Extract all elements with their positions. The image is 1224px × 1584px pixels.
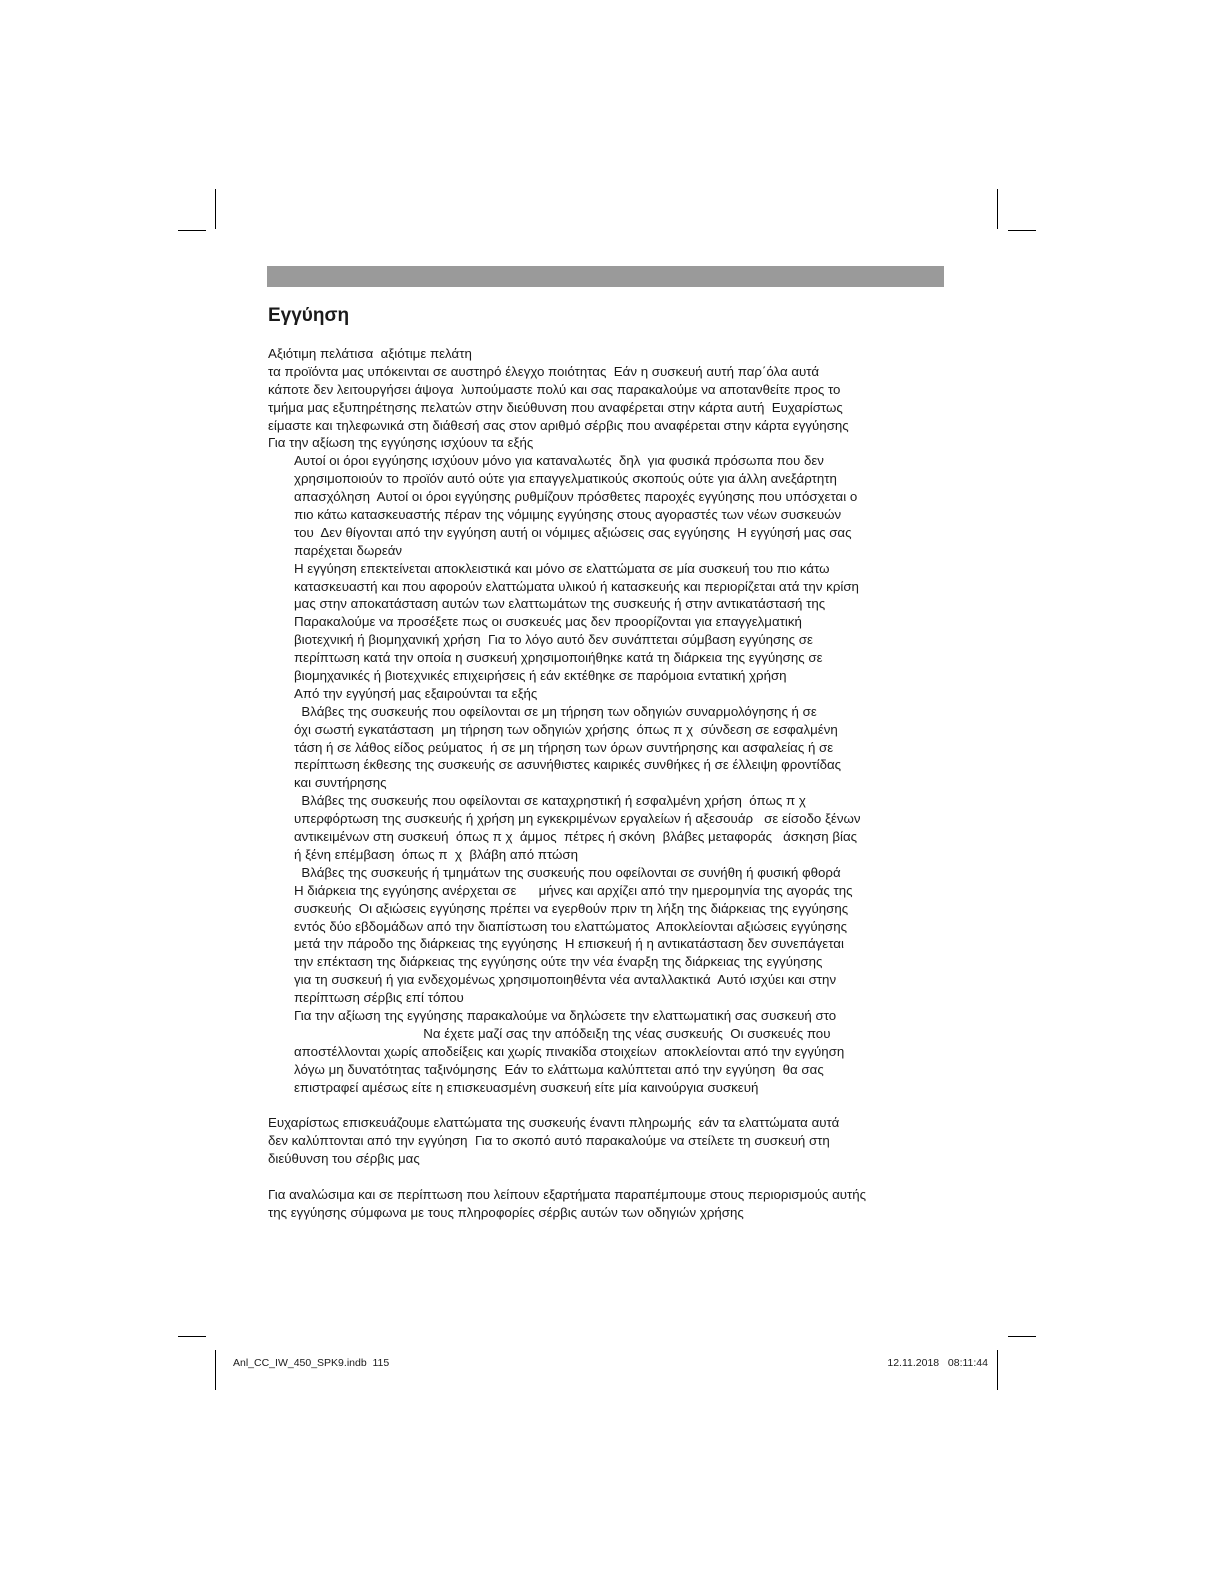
text-line: κατασκευαστή και που αφορούν ελαττώματα υλικού ή κατασκευής και περιορίζεται ατά την κρίση: [294, 578, 859, 594]
text-line: βιομηχανικές ή βιοτεχνικές επιχειρήσεις ή εάν εκτέθηκε σε παρόμοια εντατική χρήση: [294, 668, 787, 684]
text-line: Η διάρκεια της εγγύησης ανέρχεται σε μήνες και αρχίζει από την ημερομηνία της αγοράς της: [294, 882, 853, 898]
crop-mark-top-left-horizontal: [178, 230, 206, 231]
text-line: συσκευής Οι αξιώσεις εγγύησης πρέπει να εγερθούν πριν τη λήξη της διάρκειας της εγγύησης: [294, 900, 849, 916]
text-line: Για την αξίωση της εγγύησης ισχύουν τα εξής: [268, 435, 534, 451]
text-line: Ευχαρίστως επισκευάζουμε ελαττώματα της συσκευής έναντι πληρωμής εάν τα ελαττώματα αυτά: [268, 1115, 840, 1131]
text-line: είμαστε και τηλεφωνικά στη διάθεσή σας στον αριθμό σέρβις που αναφέρεται στην κάρτα εγγύησης: [268, 417, 849, 433]
text-line: τα προϊόντα μας υπόκεινται σε αυστηρό έλεγχο ποιότητας Εάν η συσκευή αυτή παρ΄όλα αυτά: [268, 363, 820, 379]
text-line: Παρακαλούμε να προσέξετε πως οι συσκευές μας δεν προορίζονται για επαγγελματική: [294, 614, 802, 630]
footer-file-info: Anl_CC_IW_450_SPK9.indb 115: [233, 1357, 390, 1369]
text-line: Αυτοί οι όροι εγγύησης ισχύουν μόνο για καταναλωτές δηλ για φυσικά πρόσωπα που δεν: [294, 453, 824, 469]
paragraph-gap: [268, 1096, 952, 1114]
text-line: βιοτεχνική ή βιομηχανική χρήση Για το λόγο αυτό δεν συνάπτεται σύμβαση εγγύησης σε: [294, 632, 813, 648]
text-line: περίπτωση έκθεσης της συσκευής σε ασυνήθιστες καιρικές συνθήκες ή σε έλλειψη φροντίδας: [294, 757, 842, 773]
crop-mark-top-right-horizontal: [1008, 230, 1036, 231]
text-line: ή ξένη επέμβαση όπως π χ βλάβη από πτώση: [294, 846, 579, 862]
crop-mark-top-left-vertical: [215, 189, 216, 229]
text-line: περίπτωση κατά την οποία η συσκευή χρησιμοποιήθηκε κατά τη διάρκεια της εγγύησης σε: [294, 650, 823, 666]
text-line: μετά την πάροδο της διάρκειας της εγγύησης Η επισκευή ή η αντικατάσταση δεν συνεπάγεται: [294, 936, 844, 952]
crop-mark-bottom-right-vertical: [997, 1350, 998, 1390]
text-line: εντός δύο εβδομάδων από την διαπίστωση του ελαττώματος Αποκλείονται αξιώσεις εγγύησης: [294, 918, 847, 934]
text-line: υπερφόρτωση της συσκευής ή χρήση μη εγκεκριμένων εργαλείων ή αξεσουάρ σε είσοδο ξένων: [294, 811, 861, 827]
text-line: και συντήρησης: [294, 775, 387, 791]
text-line: απασχόληση Αυτοί οι όροι εγγύησης ρυθμίζουν πρόσθετες παροχές εγγύησης που υπόσχεται ο: [294, 489, 858, 505]
text-line: πιο κάτω κατασκευαστής πέραν της νόμιμης εγγύησης στους αγοραστές των νέων συσκευών: [294, 507, 842, 523]
text-line: του Δεν θίγονται από την εγγύηση αυτή οι νόμιμες αξιώσεις σας εγγύησης Η εγγύησή μας σας: [294, 524, 852, 540]
text-line: της εγγύησης σύμφωνα με τους πληροφορίες σέρβις αυτών των οδηγιών χρήσης: [268, 1204, 744, 1220]
crop-mark-bottom-left-horizontal: [178, 1336, 206, 1337]
warranty-text: [268, 345, 952, 1222]
text-line: επιστραφεί αμέσως είτε η επισκευασμένη συσκευή είτε μία καινούργια συσκευή: [294, 1079, 759, 1095]
crop-mark-bottom-left-vertical: [215, 1350, 216, 1390]
header-bar: [267, 266, 944, 287]
text-line: τμήμα μας εξυπηρέτησης πελατών στην διεύθυνση που αναφέρεται στην κάρτα αυτή Ευχαρίστως: [268, 399, 843, 415]
text-line: Από την εγγύησή μας εξαιρούνται τα εξής: [294, 685, 538, 701]
text-line: λόγω μη δυνατότητας ταξινόμησης Εάν το ελάττωμα καλύπτεται από την εγγύηση θα σας: [294, 1061, 824, 1077]
crop-mark-top-right-vertical: [997, 189, 998, 229]
footer-timestamp: 12.11.2018 08:11:44: [887, 1357, 988, 1369]
paragraph-gap: [268, 1168, 952, 1186]
text-line: κάποτε δεν λειτουργήσει άψογα λυπούμαστε πολύ και σας παρακαλούμε να αποτανθείτε προς το: [268, 381, 841, 397]
text-line: χρησιμοποιούν το προϊόν αυτό ούτε για επαγγελματικούς σκοπούς ούτε για άλλη ανεξάρτητη: [294, 471, 837, 487]
crop-mark-bottom-right-horizontal: [1008, 1336, 1036, 1337]
text-line: όχι σωστή εγκατάσταση μη τήρηση των οδηγιών χρήσης όπως π χ σύνδεση σε εσφαλμένη: [294, 721, 838, 737]
text-line: Να έχετε μαζί σας την απόδειξη της νέας συσκευής Οι συσκευές που: [294, 1025, 831, 1041]
text-line: διεύθυνση του σέρβις μας: [268, 1151, 420, 1167]
page-title: Εγγύηση: [268, 305, 350, 326]
text-line: Αξιότιμη πελάτισα αξιότιμε πελάτη: [268, 346, 472, 361]
text-line: δεν καλύπτονται από την εγγύηση Για το σκοπό αυτό παρακαλούμε να στείλετε τη συσκευή στη: [268, 1133, 830, 1149]
text-line: Η εγγύηση επεκτείνεται αποκλειστικά και μόνο σε ελαττώματα σε μία συσκευή του πιο κάτω: [294, 560, 830, 576]
text-line: Για αναλώσιμα και σε περίπτωση που λείπουν εξαρτήματα παραπέμπουμε στους περιορισμούς αυτής: [268, 1186, 867, 1202]
text-line: αποστέλλονται χωρίς αποδείξεις και χωρίς πινακίδα στοιχείων αποκλείονται από την εγγύηση: [294, 1043, 845, 1059]
text-line: την επέκταση της διάρκειας της εγγύησης ούτε την νέα έναρξη της διάρκειας της εγγύησης: [294, 954, 823, 970]
text-line: περίπτωση σέρβις επί τόπου: [294, 990, 464, 1006]
text-line: μας στην αποκατάσταση αυτών των ελαττωμάτων της συσκευής ή στην αντικατάστασή της: [294, 596, 826, 612]
text-line: Βλάβες της συσκευής ή τμημάτων της συσκευής που οφείλονται σε συνήθη ή φυσική φθορά: [294, 864, 841, 880]
text-line: αντικειμένων στη συσκευή όπως π χ άμμος πέτρες ή σκόνη βλάβες μεταφοράς άσκηση βίας: [294, 829, 858, 845]
text-line: παρέχεται δωρεάν: [294, 542, 403, 558]
text-line: για τη συσκευή ή για ενδεχομένως χρησιμοποιηθέντα νέα ανταλλακτικά Αυτό ισχύει και στην: [294, 972, 837, 988]
text-line: Βλάβες της συσκευής που οφείλονται σε μη τήρηση των οδηγιών συναρμολόγησης ή σε: [294, 703, 817, 719]
text-line: τάση ή σε λάθος είδος ρεύματος ή σε μη τήρηση των όρων συντήρησης και ασφαλείας ή σε: [294, 739, 834, 755]
text-line: Βλάβες της συσκευής που οφείλονται σε καταχρηστική ή εσφαλμένη χρήση όπως π χ: [294, 793, 806, 809]
text-line: Για την αξίωση της εγγύησης παρακαλούμε να δηλώσετε την ελαττωματική σας συσκευή στο: [294, 1007, 837, 1023]
